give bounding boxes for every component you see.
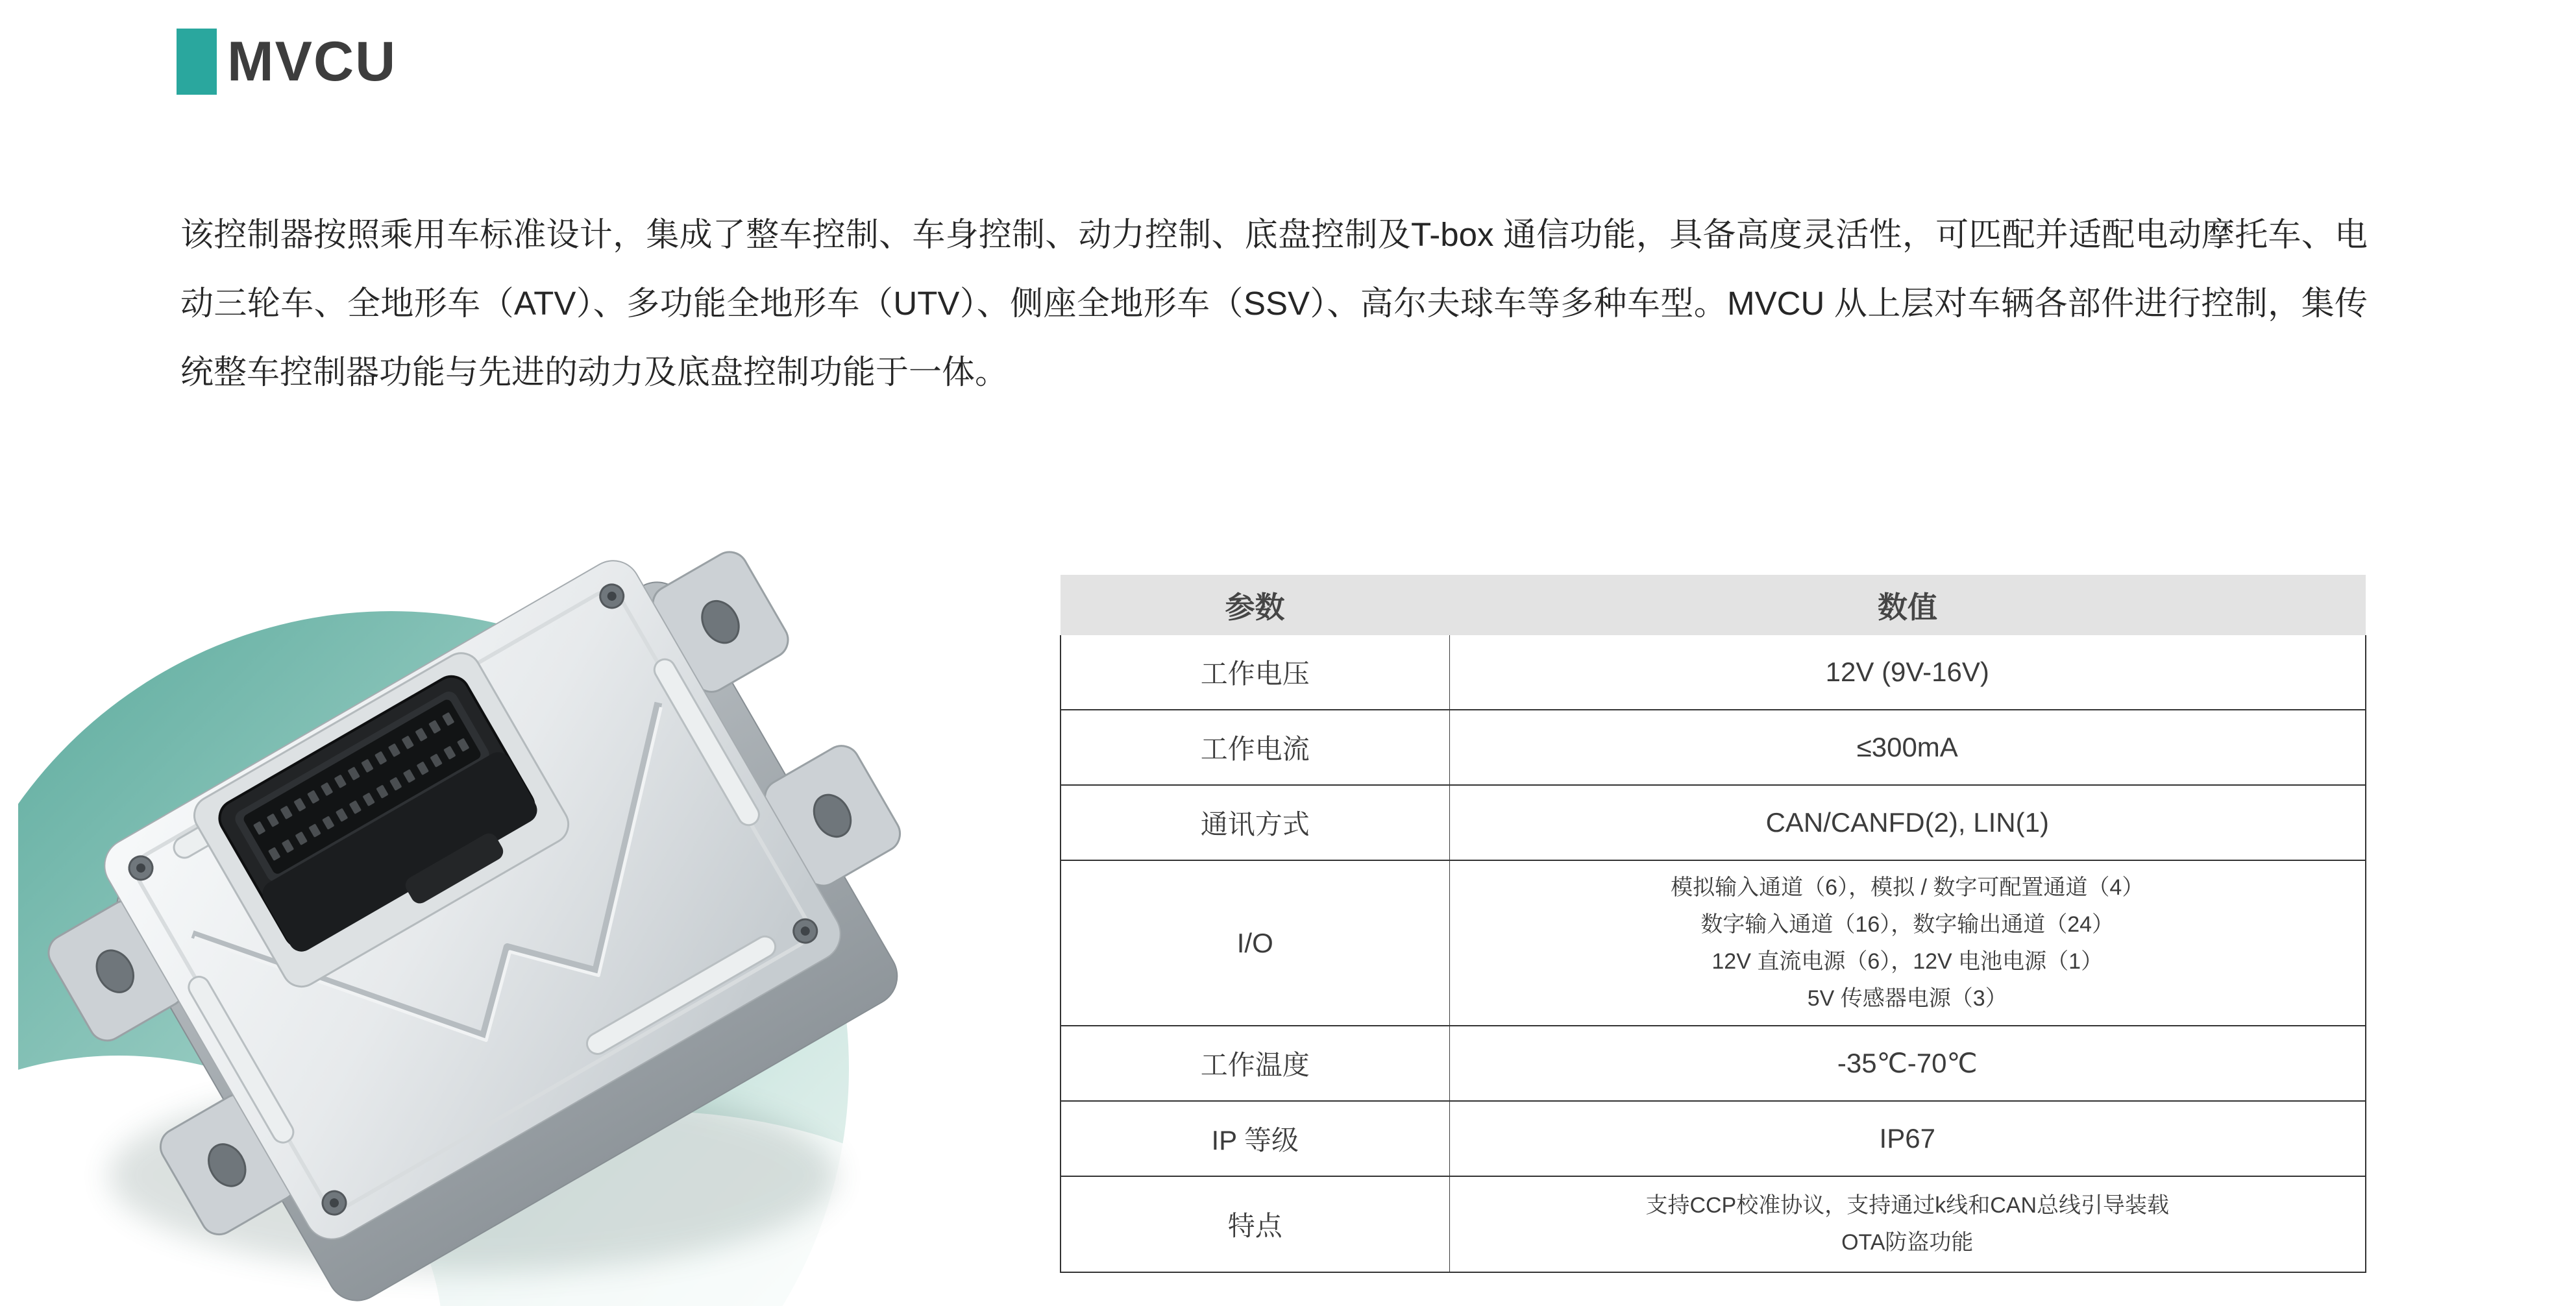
param-header: 参数 <box>1061 575 1449 635</box>
table-header-row <box>1061 575 2366 635</box>
value-cell <box>1449 785 2366 860</box>
value-line: 支持CCP校准协议，支持通过k线和CAN总线引导装载 <box>1645 1193 2170 1218</box>
param-cell: 工作温度 <box>1061 1026 1449 1101</box>
value-header: 数值 <box>1449 575 2366 635</box>
value-cell <box>1449 710 2366 785</box>
product-image <box>18 507 1018 1306</box>
value-cell <box>1449 1101 2366 1176</box>
param-cell: 通讯方式 <box>1061 785 1449 860</box>
value-line: 数字输入通道（16），数字输出通道（24） <box>1700 912 2115 937</box>
product-description: 该控制器按照乘用车标准设计，集成了整车控制、车身控制、动力控制、底盘控制及T-box 通信功能，具备高度灵活性，可匹配并适配电动摩托车、电动三轮车、全地形车（ATV）、多功能全地形车（UTV）、侧座全地形车（SSV）、高尔夫球车等多种车型。MVCU 从上层对车辆各部件进行控制，集传统整车控制器功能与先进的动力及底盘控制功能于一体。 <box>180 216 2368 391</box>
value-line: 12V 直流电源（6），12V 电池电源（1） <box>1711 949 2104 974</box>
value-line: CAN/CANFD(2), LIN(1) <box>1765 806 2049 838</box>
page-header <box>177 29 397 95</box>
value-cell <box>1449 1026 2366 1101</box>
value-line: -35℃-70℃ <box>1837 1047 1978 1078</box>
param-cell: 特点 <box>1061 1176 1449 1272</box>
param-cell: 工作电流 <box>1061 710 1449 785</box>
table-body <box>1061 635 2366 1272</box>
value-line: OTA防盗功能 <box>1841 1230 1974 1255</box>
param-cell: I/O <box>1061 860 1449 1026</box>
table-row <box>1061 1026 2366 1101</box>
page-title: MVCU <box>227 30 397 93</box>
accent-bar <box>177 29 217 95</box>
value-line: 12V (9V-16V) <box>1825 656 1989 687</box>
param-cell: IP 等级 <box>1061 1101 1449 1176</box>
table-row <box>1061 1176 2366 1272</box>
value-cell <box>1449 635 2366 710</box>
spec-table <box>1060 575 2366 1273</box>
table-row <box>1061 1101 2366 1176</box>
value-line: 5V 传感器电源（3） <box>1807 986 2007 1011</box>
value-cell <box>1449 860 2366 1026</box>
value-cell <box>1449 1176 2366 1272</box>
param-cell: 工作电压 <box>1061 635 1449 710</box>
value-line: 模拟输入通道（6），模拟 / 数字可配置通道（4） <box>1671 875 2144 900</box>
table-row <box>1061 860 2366 1026</box>
value-line: IP67 <box>1879 1122 1935 1154</box>
value-line: ≤300mA <box>1856 731 1958 762</box>
table-row <box>1061 710 2366 785</box>
table-row <box>1061 635 2366 710</box>
table-row <box>1061 785 2366 860</box>
